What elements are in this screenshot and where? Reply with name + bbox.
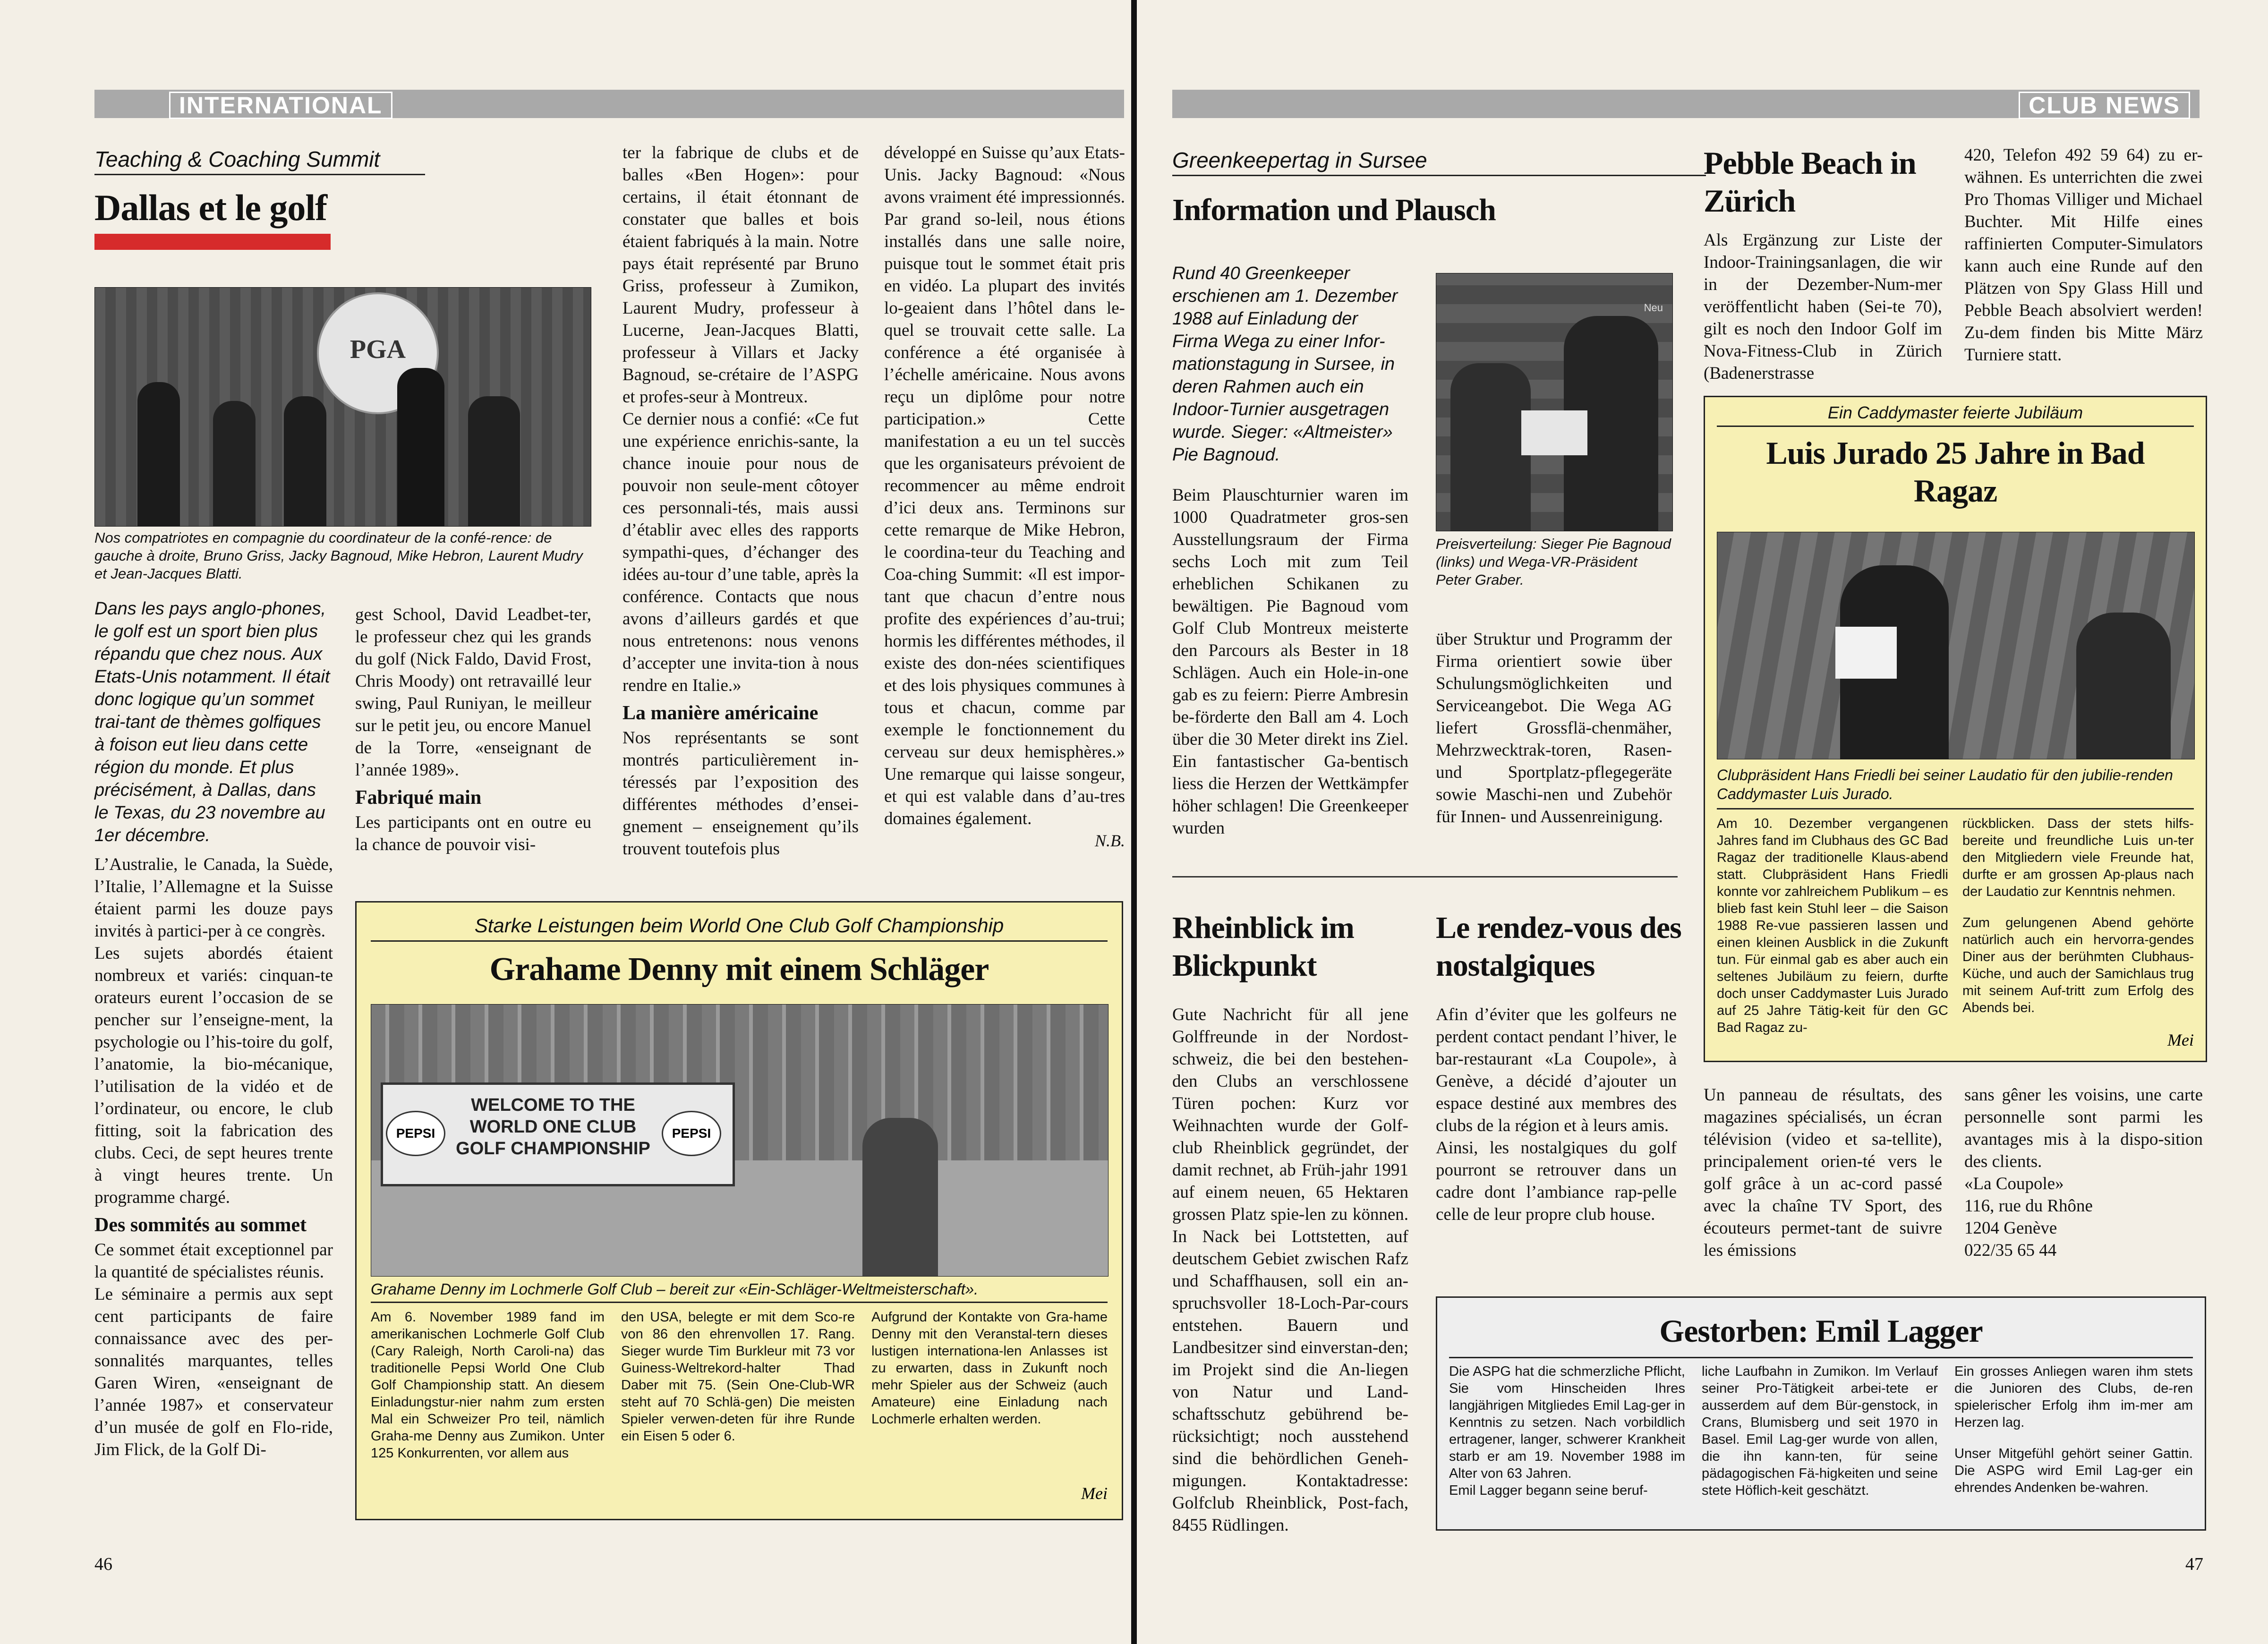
article-headline: Information und Plausch — [1172, 193, 1496, 227]
red-accent-bar — [94, 234, 331, 250]
kicker-rule — [371, 940, 1108, 942]
paragraph: Afin d’éviter que les golfeurs ne perdent contact pendant l’hiver, le bar-restaurant «La Coupole», à Genève, a décidé d’ajouter un espace destiné aux membres des clubs de la région et à leurs amis. — [1436, 1005, 1677, 1135]
person-figure — [2076, 613, 2171, 759]
paragraph: Ce dernier nous a confié: «Ce fut une expérience enrichis-sante, la chance inouie pour nous de pouvoir non seule-ment côtoyer ces personnali-tés, mais aussi d’établir avec elles des rapports sympathi-ques, d’échanger des idées au-tour d’une table, après la conférence. Contacts que nous avons d’ailleurs gardés et que nous entretenons: nous venons d’accepter une invita-tion à nous rendre en Italie.» — [622, 409, 859, 695]
box-kicker: Starke Leistungen beim World One Club Golf Championship — [474, 914, 1004, 937]
section-label: CLUB NEWS — [2019, 92, 2190, 119]
speech-paper — [1835, 627, 1897, 679]
page-left — [0, 0, 1131, 1644]
page-number: 46 — [94, 1554, 112, 1574]
sign-line: WELCOME TO THE — [471, 1095, 635, 1115]
sign-line: GOLF CHAMPIONSHIP — [456, 1139, 650, 1158]
person-figure — [284, 396, 326, 526]
paragraph: Ce sommet était exceptionnel par la quantité de spécialistes réunis. — [94, 1240, 333, 1282]
column-4 — [884, 142, 1125, 852]
sidebar-box-jurado — [1704, 396, 2207, 1062]
section-label: INTERNATIONAL — [169, 92, 392, 119]
address-line: 116, rue du Rhône — [1964, 1196, 2093, 1216]
box-caption: Clubpräsident Hans Friedli bei seiner Laudatio für den jubilie-renden Caddymaster Luis Jurado. — [1717, 767, 2173, 802]
subheading: La manière américaine — [622, 702, 819, 724]
caption-rule — [1717, 808, 2194, 809]
kicker-rule — [1717, 426, 2194, 427]
column-1 — [94, 597, 333, 1461]
photo-tag: Neu — [1644, 302, 1663, 314]
box-headline: Grahame Denny mit einem Schläger — [489, 951, 989, 988]
person-figure — [397, 368, 444, 526]
paragraph: Unser Mitgefühl gehört seiner Gattin. Die ASPG wird Emil Lag-ger ein ehrendes Andenken be-wahren. — [1954, 1446, 2193, 1495]
paragraph: sans gêner les voisins, une carte personnelle sont parmi les avantages mis à la dispo-sition des clients. — [1964, 1085, 2203, 1171]
paragraph: ter la fabrique de clubs et de balles «Ben Hogen»: pour certains, il était étonnant de constater que balles et bois étaient fabriqués à la main. Notre pays était représenté par Bruno Griss, professeur à Zumikon, Laurent Mudry, professeur à Lucerne, Jean-Jacques Blatti, professeur à Villars et Jacky Bagnoud, se-crétaire de l’ASPG et profes-seur à Montreux. — [622, 143, 859, 407]
paragraph: Zum gelungenen Abend gehörte natürlich auch ein hervorra-gendes Diner aus der berühmten Clubhaus-Küche, und auch der Samichlaus trug mit seinem Auf-tritt zum Erfolg des Abends bei. — [1962, 915, 2194, 1015]
column-3 — [622, 142, 859, 860]
column-1: Als Ergänzung zur Liste der Indoor-Trainingsanlagen, die wir in der Dezember-Num-mer veröffentlicht haben (Sei-te 70), gilt es noch den Indoor Golf im Nova-Fitness-Club in Zürich (Badenerstrasse — [1704, 230, 1942, 383]
championship-photo — [371, 1004, 1108, 1277]
person-figure — [468, 396, 520, 526]
section-band — [1172, 90, 2200, 118]
paragraph: Nos représentants se sont montrés particulièrement in-téressés par l’exposition des différentes méthodes d’ensei-gnement – enseignement qu’ils trouvent toutefois plus — [622, 728, 859, 859]
sign-text — [449, 1094, 657, 1159]
kicker-rule — [1172, 175, 1706, 176]
jurado-photo — [1717, 532, 2195, 759]
box-column-2: liche Laufbahn in Zumikon. Im Verlauf seiner Pro-Tätigkeit arbei-tete er ausserdem auf dem Bür-genstock, in Crans, Blumisberg und seit 1970 in Basel. Emil Lag-ger wurde von allen, die ihn kann-ten, für seine pädagogischen Fä-higkeiten und seine stete Höflich-keit geschätzt. — [1702, 1364, 1938, 1498]
paragraph: Emil Lagger begann seine beruf- — [1449, 1483, 1648, 1498]
article-headline: Rheinblick im Blickpunkt — [1172, 911, 1354, 983]
article-kicker: Teaching & Coaching Summit — [94, 147, 380, 171]
article-lead: Rund 40 Greenkeeper erschienen am 1. Dezember 1988 auf Einladung der Firma Wega zu einer Infor-mationstagung in Sursee, in deren Rahmen auch ein Indoor-Turnier ausgetragen wurde. Sieger: «Altmeister» Pie Bagnoud. — [1172, 264, 1398, 465]
pga-logo-text: PGA — [350, 335, 406, 364]
author-signature: Mei — [1081, 1484, 1108, 1503]
person-figure — [1450, 363, 1531, 531]
caption-rule — [371, 1302, 1108, 1303]
sidebar-box-denny — [355, 901, 1123, 1520]
section-divider — [1172, 876, 1678, 877]
box-column-2 — [1962, 815, 2194, 1016]
paragraph: gest School, David Leadbet-ter, le professeur chez qui les grands du golf (Nick Faldo, David Frost, Chris Moody) ont retravaillé leur swing, Paul Runiyan, le meilleur sur le petit jeu, ou encore Manuel de la Torre, «enseignant de l’année 1989». — [355, 605, 591, 780]
headline-rule — [1449, 1357, 2193, 1358]
column-4 — [1964, 1084, 2203, 1261]
address-line: 1204 Genève — [1964, 1218, 2057, 1238]
author-signature: Mei — [2167, 1031, 2194, 1049]
person-figure — [213, 401, 256, 526]
column-2: 420, Telefon 492 59 64) zu er-wähnen. Es unterrichten die zwei Pro Thomas Villiger und Michael Buchter. Mit Hilfe eines raffinierten Computer-Simulators kann auch eine Runde auf den Plätzen von Spy Glass Hill und Pebble Beach absolviert werden! Zu-dem finden bis Mitte März Turniere statt. — [1964, 145, 2203, 365]
box-column-3 — [1954, 1363, 2193, 1496]
box-column-3: Aufgrund der Kontakte von Gra-hame Denny mit den Veranstal-tern dieses lustigen internationa-len Anlasses ist zu erwarten, dass in Zukunft noch mehr Spieler aus der Schweiz (auch Amateure) eine Einladung nach Lochmerle erhalten werden. — [871, 1310, 1108, 1427]
pepsi-logo: PEPSI — [662, 1111, 721, 1156]
column-2 — [1436, 1004, 1677, 1226]
box-column-1 — [1449, 1363, 1685, 1499]
subheading: Des sommités au sommet — [94, 1214, 307, 1236]
box-column-1: Am 6. November 1989 fand im amerikanischen Lochmerle Golf Club (Cary Raleigh, North Caroli-na) das traditionelle Pepsi World One Club Golf Championship statt. An diesem Einladungstur-nier nahm zum ersten Mal ein Schweizer Pro teil, nämlich Graha-me Denny aus Zumikon. Unter 125 Konkurrenten, vor allem aus — [371, 1310, 605, 1461]
paragraph: Le séminaire a permis aux sept cent participants de faire connaissance avec des per-sonnalités marquantes, telles Garen Wiren, «enseignant de l’année 1987» et conservateur d’un musée de golf en Flo-ride, Jim Flick, de la Golf Di- — [94, 1285, 333, 1459]
person-figure — [137, 382, 180, 526]
paragraph: Les participants ont en outre eu la chance de pouvoir visi- — [355, 813, 591, 854]
paragraph: Die ASPG hat die schmerzliche Pflicht, Sie vom Hinscheiden Ihres langjährigen Mitgliedes Emil Lag-ger in Kenntnis zu setzen. Nach vorbildlich ertragener, langer, schwerer Krankheit starb er am 19. November 1988 im Alter von 63 Jahren. — [1449, 1364, 1685, 1481]
article-headline: Dallas et le golf — [94, 187, 327, 228]
page-number: 47 — [2185, 1554, 2203, 1574]
section-band — [94, 90, 1124, 118]
box-headline: Luis Jurado 25 Jahre in Bad Ragaz — [1766, 435, 2145, 509]
photo-caption: Preisverteilung: Sieger Pie Bagnoud (links) und Wega-VR-Präsident Peter Graber. — [1436, 536, 1671, 588]
paragraph: Les sujets abordés étaient nombreux et variés: cinquan-te orateurs eurent l’occasion de se pencher sur l’enseigne-ment, la psychologie ou l’his-toire du golf, l’anatomie, la bio-mécanique, l’utilisation de la vidéo et de l’ordinateur, ou encore, le club fitting, soit la fabrication des clubs. Ceci, de sept heures trente à vingt heures trente. Un programme chargé. — [94, 944, 333, 1207]
column-2: über Struktur und Programm der Firma orientiert sowie über Schulungsmöglichkeiten und Serviceangebot. Die Wega AG liefert Grossflä-chenmäher, Mehrzwecktrak-toren, Rasen- und Sportplatz-pflegegeräte sowie Maschi-nen und Zubehör für Innen- und Aussenreinigung. — [1436, 630, 1672, 826]
paragraph: Ein grosses Anliegen waren ihm stets die Junioren des Clubs, de-ren spielerischer Erfolg ihm im-mer am Herzen lag. — [1954, 1364, 2193, 1430]
certificate — [1521, 410, 1587, 455]
pepsi-logo: PEPSI — [386, 1111, 445, 1156]
golfer-figure — [862, 1118, 938, 1276]
address-line: «La Coupole» — [1964, 1174, 2064, 1193]
address-line: 022/35 65 44 — [1964, 1241, 2057, 1260]
box-column-1: Am 10. Dezember vergangenen Jahres fand im Clubhaus des GC Bad Ragaz der traditionelle Klaus-abend statt. Clubpräsident Hans Friedli konnte vor zahlreichem Publikum – es blieb fast kein Stuhl leer – die Saison 1988 Re-vue passieren lassen und einen kleinen Ausblick in die Zukunft tun. Für einmal gab es aber auch ein seltenes Jubiläum zu feiern, durfte doch unser Caddymaster Luis Jurado auf 25 Jahre Tätig-keit für den GC Bad Ragaz zu- — [1717, 816, 1949, 1035]
column-1: Gute Nachricht für all jene Golffreunde in der Nordost-schweiz, die bei den bestehen-den Clubs an verschlossene Türen pochen: Kurz vor Weihnachten wurde der Golf-club Rheinblick gegründet, der damit rechnet, ab Früh-jahr 1991 auf einem neuen, 65 Hektaren grossen Platz spie-len zu können. In Nack bei Lottstetten, auf deutschem Gebiet zwischen Rafz und Schaffhausen, soll ein an-spruchsvoller 18-Loch-Par-cours entstehen. Bauern und Landbesitzer sind einverstan-den; im Projekt sind die An-liegen von Natur und Land-schaftsschutz gebührend be-rücksichtigt; noch ausstehend sind die behördlichen Geneh-migungen. Kontaktadresse: Golfclub Rheinblick, Post-fach, 8455 Rüdlingen. — [1172, 1005, 1408, 1535]
photo-caption: Nos compatriotes en compagnie du coordinateur de la confé-rence: de gauche à droite, Bruno Griss, Jacky Bagnoud, Mike Hebron, Laurent Mudry et Jean-Jacques Blatti. — [94, 529, 583, 582]
box-caption: Grahame Denny im Lochmerle Golf Club – bereit zur «Ein-Schläger-Weltmeisterschaft». — [371, 1280, 979, 1298]
paragraph: développé en Suisse qu’aux Etats-Unis. Jacky Bagnoud: «Nous avons vraiment été impressionnés. Par grand so-leil, nous étions installés dans une salle noire, puisque tout le sommet était pris en vidéo. La plupart des invités lo-geaient dans l’hôtel dans le-quel se trouvait cette salle. La conférence a été organisée à l’échelle américaine. Nous avons reçu un diplôme pour notre participation.» Cette manifestation a eu un tel succès que les organisateurs prévoient de recommencer au même endroit d’ici deux ans. Terminons sur cette remarque de Mike Hebron, le coordina-teur du Teaching and Coa-ching Summit: «Il est impor-tant que chacun d’entre nous profite des expériences d’au-trui; hormis les différentes méthodes, il existe des don-nées scientifiques et des lois physiques communes à tous et chacun, comme par exemple le fonctionnement du cerveau sur deux hemisphères.» Une remarque qui laisse songeur, et qui est valable dans d’au-tres domaines également. — [884, 143, 1125, 828]
paragraph: L’Australie, le Canada, la Suède, l’Italie, l’Allemagne et la Suisse étaient parmi les douze pays invités à partici-per à ce congrès. — [94, 855, 333, 941]
box-kicker: Ein Caddymaster feierte Jubiläum — [1827, 403, 2083, 422]
pga-group-photo — [94, 287, 591, 527]
box-headline: Gestorben: Emil Lagger — [1659, 1313, 1983, 1349]
column-1: Beim Plauschturnier waren im 1000 Quadratmeter gros-sen Ausstellungsraum der Firma sechs Loch mit zum Teil erheblichen Schikanen zu bewältigen. Pie Bagnoud vom Golf Club Montreux meisterte den Parcours als Bester in 18 Schlägen. Auch ein Hole-in-one gab es zu feiern: Pierre Ambresin be-förderte den Ball am 4. Loch über die 30 Meter direkt ins Ziel. Ein fantastischer Ga-bentisch liess die Herzen der Wettkämpfer höher schlagen! Die Greenkeeper wurden — [1172, 486, 1408, 838]
article-lead: Dans les pays anglo-phones, le golf est un sport bien plus répandu que chez nous. Aux Etats-Unis notamment. Il était donc logique qu’un sommet trai-tant de thèmes golfiques à foison eut lieu dans cette région du monde. Et plus précisément, à Dallas, dans le Texas, du 23 novembre au 1er décembre. — [94, 599, 330, 845]
article-headline: Le rendez-vous des nostalgiques — [1436, 911, 1681, 983]
page-right — [1137, 0, 2268, 1644]
author-signature: N.B. — [1094, 831, 1125, 850]
spread-gutter — [1131, 0, 1137, 1644]
paragraph: Ainsi, les nostalgiques du golf pourront se retrouver dans un cadre dont l’ambiance rap-pelle celle de leur propre club house. — [1436, 1138, 1677, 1224]
column-2 — [355, 604, 591, 856]
article-kicker: Greenkeepertag in Sursee — [1172, 148, 1427, 172]
obituary-box — [1436, 1296, 2206, 1531]
article-headline: Pebble Beach in Zürich — [1704, 145, 1916, 219]
subheading: Fabriqué main — [355, 787, 482, 809]
box-column-2: den USA, belegte er mit dem Sco-re von 86 den ehrenvollen 17. Rang. Sieger wurde Tim Burkleur mit 73 vor Guiness-Weltrekord-halter Thad Daber mit 75. (Sein One-Club-WR steht auf 70 Schlä-gen) Die meisten Spieler verwen-deten für ihre Runde ein Eisen 5 oder 6. — [621, 1310, 855, 1444]
sign-line: WORLD ONE CLUB — [469, 1117, 637, 1137]
paragraph: rückblicken. Dass der stets hilfs-bereite und freundliche Luis un-ter den Mitgliedern viele Freunde hat, durfte er am grossen Ap-plaus nach der Laudatio zur Kenntnis nehmen. — [1962, 816, 2194, 899]
greenkeeper-photo — [1436, 273, 1673, 531]
column-3: Un panneau de résultats, des magazines spécialisés, un écran télévision (video et sa-tellite), principalement orien-té vers le golf grâce à un ac-cord passé avec la chaîne TV Sport, des écouteurs permet-tant de suivre les émissions — [1704, 1085, 1942, 1260]
kicker-rule — [94, 174, 425, 175]
welcome-sign — [381, 1082, 735, 1186]
